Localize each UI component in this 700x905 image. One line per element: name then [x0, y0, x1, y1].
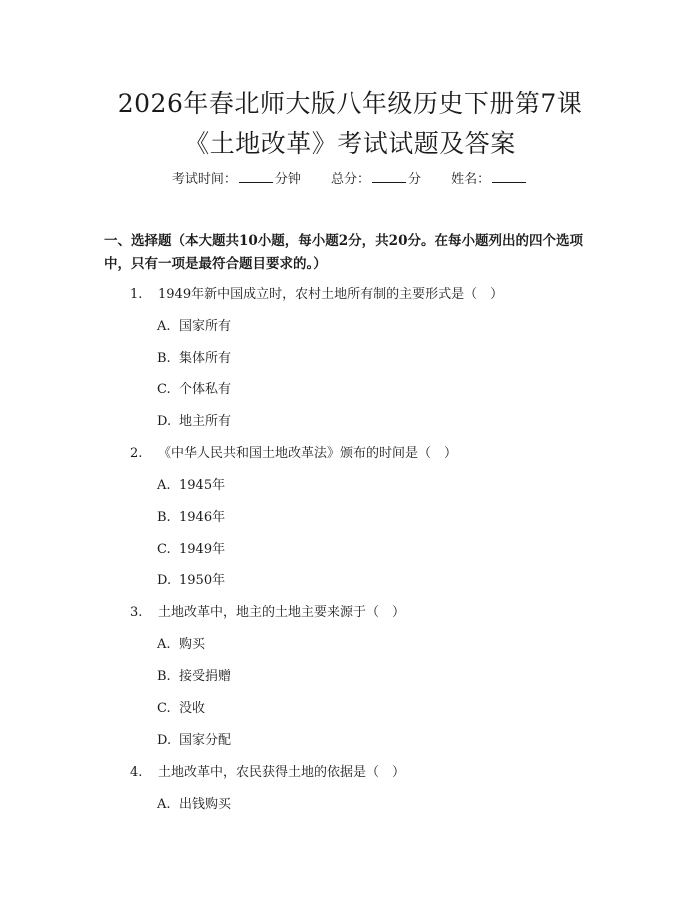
option-text: 购买: [179, 637, 206, 652]
option-letter: D.: [157, 414, 172, 429]
page-title-line1: 2026年春北师大版八年级历史下册第7课: [117, 89, 583, 118]
option-text: 接受捐赠: [179, 669, 232, 684]
question-number: 2.: [130, 446, 143, 461]
question-item: [130, 442, 457, 461]
option-item[interactable]: [157, 697, 205, 716]
option-text: 没收: [179, 701, 206, 716]
option-letter: A.: [157, 637, 171, 652]
time-blank[interactable]: [239, 170, 273, 183]
option-letter: A.: [157, 797, 171, 812]
option-item[interactable]: [157, 347, 231, 366]
option-item[interactable]: [157, 506, 225, 525]
option-text: 集体所有: [179, 351, 232, 366]
option-item[interactable]: [157, 315, 231, 334]
option-item[interactable]: [157, 665, 231, 684]
option-text: 1946年: [179, 510, 226, 525]
option-letter: B.: [157, 669, 171, 684]
option-text: 出钱购买: [179, 797, 232, 812]
name-label: 姓名：: [451, 172, 491, 187]
option-text: 1950年: [179, 573, 226, 588]
option-item[interactable]: [157, 538, 225, 557]
option-item[interactable]: [157, 793, 231, 812]
question-item: [130, 761, 405, 780]
score-unit: 分: [408, 172, 422, 187]
score-label: 总分：: [330, 172, 370, 187]
option-letter: D.: [157, 733, 172, 748]
option-text: 国家分配: [179, 733, 232, 748]
section-heading: 一、选择题（本大题共10小题，每小题2分，共20分。在每小题列出的四个选项中，只有一项是最符合题目要求的。）: [104, 233, 583, 272]
option-letter: A.: [157, 478, 171, 493]
option-text: 个体私有: [179, 382, 232, 397]
option-letter: B.: [157, 510, 171, 525]
name-field: [451, 172, 528, 187]
question-text: 土地改革中，农民获得土地的依据是（ ）: [158, 765, 406, 780]
option-text: 1949年: [179, 542, 226, 557]
option-item[interactable]: [157, 569, 225, 588]
option-letter: A.: [157, 319, 171, 334]
score-field: [331, 172, 425, 187]
question-text: 《中华人民共和国土地改革法》颁布的时间是（ ）: [158, 446, 458, 461]
question-item: [130, 601, 405, 620]
option-text: 1945年: [179, 478, 226, 493]
time-field: [172, 172, 305, 187]
exam-meta-line: [0, 168, 700, 187]
option-item[interactable]: [157, 633, 205, 652]
option-letter: C.: [157, 542, 171, 557]
score-blank[interactable]: [372, 170, 406, 183]
option-text: 国家所有: [179, 319, 232, 334]
question-item: [130, 283, 503, 302]
option-letter: D.: [157, 573, 172, 588]
question-number: 3.: [130, 605, 143, 620]
question-text: 1949年新中国成立时，农村土地所有制的主要形式是（ ）: [158, 287, 504, 302]
option-item[interactable]: [157, 729, 231, 748]
question-text: 土地改革中，地主的土地主要来源于（ ）: [158, 605, 406, 620]
option-item[interactable]: [157, 410, 231, 429]
time-unit: 分钟: [274, 172, 301, 187]
option-item[interactable]: [157, 378, 231, 397]
option-letter: C.: [157, 701, 171, 716]
option-text: 地主所有: [179, 414, 232, 429]
question-number: 4.: [130, 765, 143, 780]
option-letter: B.: [157, 351, 171, 366]
name-blank[interactable]: [492, 170, 526, 183]
option-letter: C.: [157, 382, 171, 397]
option-item[interactable]: [157, 474, 225, 493]
page-title-line2: 《土地改革》考试试题及答案: [184, 129, 516, 158]
time-label: 考试时间：: [171, 172, 237, 187]
question-number: 1.: [130, 287, 143, 302]
